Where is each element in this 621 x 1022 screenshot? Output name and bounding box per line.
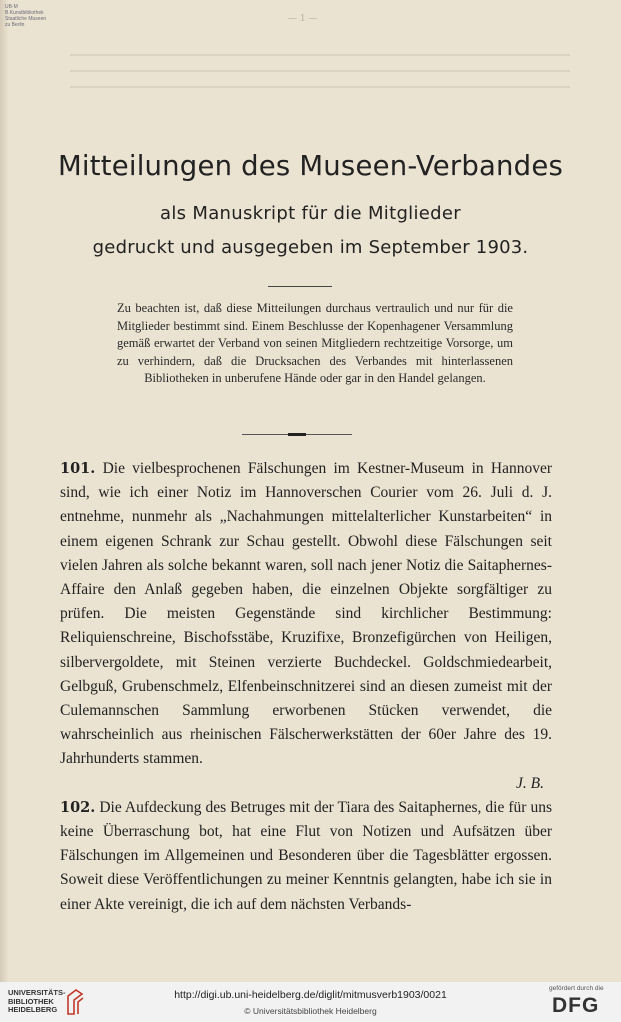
viewer-footer: [0, 982, 621, 1022]
logo-line: HEIDELBERG: [8, 1005, 58, 1014]
stamp-line: B.Kunstbibliothek: [5, 10, 44, 16]
logo-line: BIBLIOTHEK: [8, 996, 54, 1006]
divider-rule: [268, 286, 332, 287]
funded-by-label: gefördert durch die: [549, 985, 604, 992]
subtitle-line-2: gedruckt und ausgegeben im September 1903.: [92, 237, 529, 258]
stamp-line: Staatliche Museen: [5, 16, 47, 22]
stamp-line: UB-M: [5, 4, 18, 10]
logo-line: UNIVERSITÄTS-: [8, 988, 66, 997]
section-number: 101.: [60, 460, 96, 477]
section-102: [60, 796, 552, 917]
library-stamp: [5, 4, 46, 28]
page-spine-edge: [0, 0, 8, 982]
author-signature: J. B.: [516, 774, 544, 792]
section-number: 102.: [60, 798, 96, 816]
section-text: Die vielbesprochenen Fälschungen im Kestner-Museum in Hannover sind, wie ich einer Notiz im Hannoverschen Courier vom 26. Juli d. J. entnehme, nunmehr als „Nachahmungen mittelalterlicher Kunstarbeiten“ in einem eigenen Schrank zur Schau gestellt. Obwohl diese Fälschungen seit vielen Jahren als solche bekannt waren, soll nach jener Notiz die Saitaphernes-Affaire den Anlaß gegeben haben, die einzelnen Objekte sorgfältiger zu prüfen. Die meisten Gegenstände sind kirchlicher Bestimmung: Reliquienschreine, Bischofsstäbe, Kruzifixe, Bronzefigürchen von Heiligen, silbervergoldete, mit Steinen verzierte Buchdeckel. Goldschmiedearbeit, Gelbguß, Grubenschmelz, Elfenbeinschnitzerei sind an diesen zumeist mit der Culemannschen Sammlung erworbenen Stücken verwendet, die wahrscheinlich aus rheinischen Fälscherwerkstätten der 60er Jahre des 19. Jahrhunderts stammen.: [60, 460, 552, 768]
ornament-divider: [242, 434, 352, 436]
section-101: [60, 457, 552, 772]
article-body: [60, 457, 552, 917]
permalink-url[interactable]: http://digi.ub.uni-heidelberg.de/diglit/mitmusverb1903/0021: [174, 989, 447, 1001]
dfg-logo[interactable]: DFG: [552, 994, 600, 1017]
section-text: Die Aufdeckung des Betruges mit der Tiara des Saitaphernes, die für uns keine Überraschung bot, hat eine Flut von Notizen und Aufsätzen über Fälschungen im Allgemeinen und Besonderen über die Tagesblätter ergossen. Soweit diese Veröffentlichungen zu meiner Kenntnis gelangten, habe ich sie in einer Akte vereinigt, die ich auf dem nächsten Verbands-: [60, 798, 552, 913]
document-title: Mitteilungen des Museen-Verbandes: [58, 150, 563, 182]
show-through-text: [70, 40, 570, 100]
subtitle-line-1: als Manuskript für die Mitglieder: [160, 203, 461, 224]
stamp-line: zu Berlin: [5, 22, 25, 28]
copyright-notice: © Universitätsbibliothek Heidelberg: [244, 1006, 377, 1016]
page-number: — 1 —: [288, 14, 318, 24]
confidentiality-notice: Zu beachten ist, daß diese Mitteilungen durchaus vertraulich und nur für die Mitglieder bestimmt sind. Einem Beschlusse der Kopenhagener Versammlung gemäß erwartet der Verband von seinen Mitgliedern rechtzeitige Vorsorge, um zu verhindern, daß die Drucksachen des Verbandes mit hinterlassenen Bibliotheken in unberufene Hände oder gar in den Handel gelangen.: [117, 301, 513, 385]
